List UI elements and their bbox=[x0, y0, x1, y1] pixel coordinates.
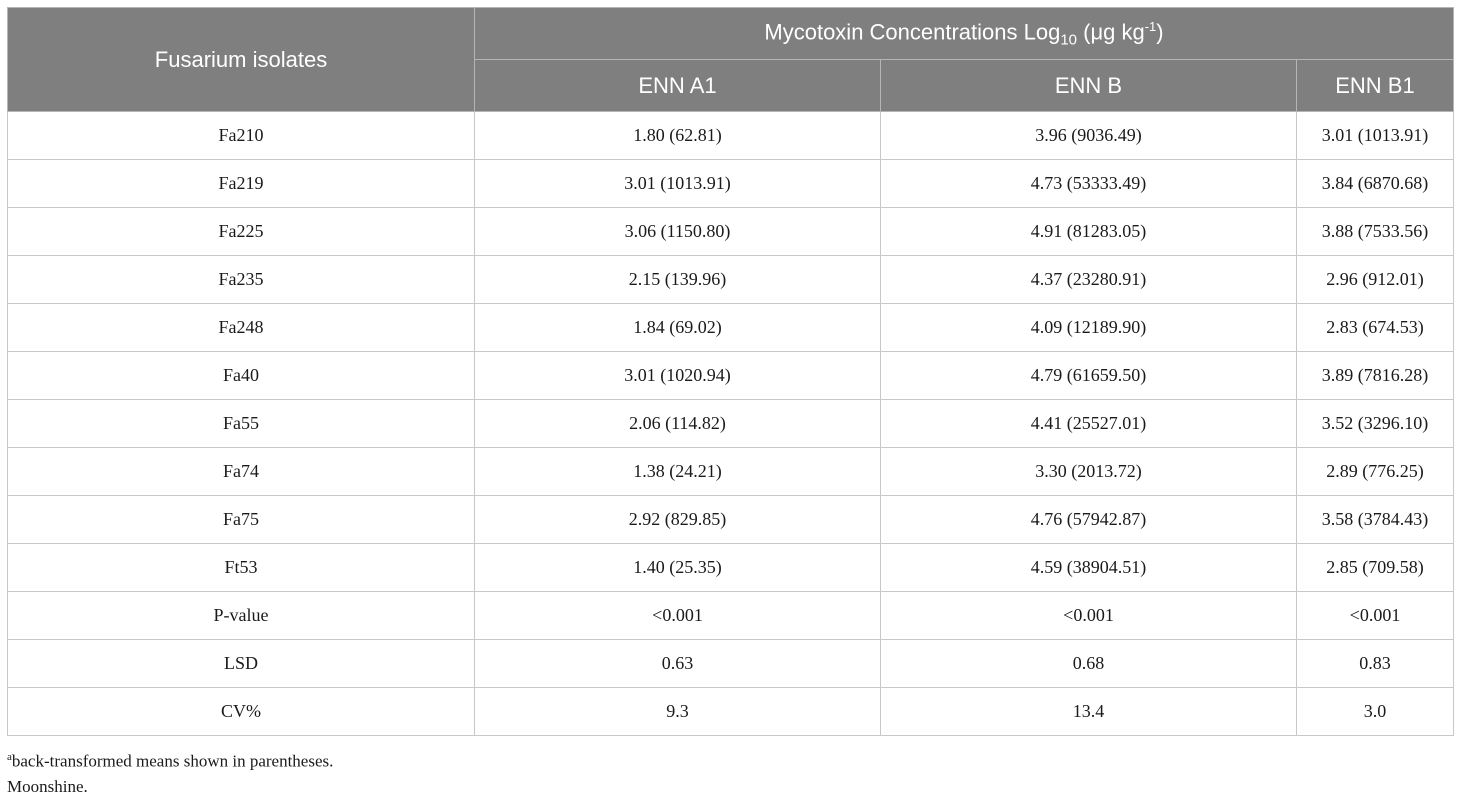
footnote-marker: a bbox=[7, 751, 12, 763]
cell-enn-b1: 3.88 (7533.56) bbox=[1297, 208, 1454, 256]
cell-enn-a1: 1.40 (25.35) bbox=[475, 544, 881, 592]
cell-isolate: CV% bbox=[8, 688, 475, 736]
table-row bbox=[8, 592, 1454, 640]
footnote-text-1: back-transformed means shown in parentheses. bbox=[11, 751, 334, 771]
footnotes bbox=[7, 745, 333, 799]
cell-enn-b: <0.001 bbox=[881, 592, 1297, 640]
cell-enn-b1: 3.52 (3296.10) bbox=[1297, 400, 1454, 448]
header-title-subscript: 10 bbox=[1060, 31, 1078, 49]
header-title-superscript: -1 bbox=[1144, 18, 1157, 34]
cell-enn-b1: 3.58 (3784.43) bbox=[1297, 496, 1454, 544]
cell-enn-b: 4.79 (61659.50) bbox=[881, 352, 1297, 400]
table-row bbox=[8, 160, 1454, 208]
cell-enn-b1: 2.96 (912.01) bbox=[1297, 256, 1454, 304]
cell-enn-b1: 3.01 (1013.91) bbox=[1297, 112, 1454, 160]
cell-enn-b: 4.37 (23280.91) bbox=[881, 256, 1297, 304]
cell-isolate: Fa248 bbox=[8, 304, 475, 352]
footnote-moonshine: Moonshine. bbox=[7, 776, 88, 796]
cell-enn-a1: 2.06 (114.82) bbox=[475, 400, 881, 448]
cell-enn-a1: 0.63 bbox=[475, 640, 881, 688]
cell-isolate: Fa40 bbox=[8, 352, 475, 400]
cell-enn-a1: 1.38 (24.21) bbox=[475, 448, 881, 496]
cell-enn-b1: 2.85 (709.58) bbox=[1297, 544, 1454, 592]
table-row bbox=[8, 496, 1454, 544]
cell-enn-b1: 2.89 (776.25) bbox=[1297, 448, 1454, 496]
cell-enn-b: 13.4 bbox=[881, 688, 1297, 736]
cell-enn-b: 4.76 (57942.87) bbox=[881, 496, 1297, 544]
header-enn-a1: ENN A1 bbox=[475, 60, 881, 112]
cell-enn-b1: 3.0 bbox=[1297, 688, 1454, 736]
footnote-back-transformed bbox=[7, 745, 333, 774]
header-enn-b1: ENN B1 bbox=[1297, 60, 1454, 112]
data-table-container bbox=[7, 7, 1453, 736]
cell-enn-a1: <0.001 bbox=[475, 592, 881, 640]
cell-enn-b: 4.59 (38904.51) bbox=[881, 544, 1297, 592]
cell-enn-a1: 2.15 (139.96) bbox=[475, 256, 881, 304]
table-row bbox=[8, 400, 1454, 448]
header-enn-b: ENN B bbox=[881, 60, 1297, 112]
table-row bbox=[8, 256, 1454, 304]
cell-isolate: Fa55 bbox=[8, 400, 475, 448]
cell-enn-b: 4.41 (25527.01) bbox=[881, 400, 1297, 448]
header-fusarium-isolates: Fusarium isolates bbox=[8, 8, 475, 112]
cell-enn-b1: 2.83 (674.53) bbox=[1297, 304, 1454, 352]
cell-isolate: Fa219 bbox=[8, 160, 475, 208]
cell-enn-b1: 3.89 (7816.28) bbox=[1297, 352, 1454, 400]
cell-enn-a1: 2.92 (829.85) bbox=[475, 496, 881, 544]
table-row bbox=[8, 544, 1454, 592]
table-body bbox=[8, 112, 1454, 736]
table-row bbox=[8, 208, 1454, 256]
cell-enn-a1: 3.01 (1020.94) bbox=[475, 352, 881, 400]
cell-enn-b: 4.91 (81283.05) bbox=[881, 208, 1297, 256]
cell-enn-b1: 3.84 (6870.68) bbox=[1297, 160, 1454, 208]
table-row bbox=[8, 448, 1454, 496]
cell-enn-b1: <0.001 bbox=[1297, 592, 1454, 640]
header-title-unit: (μg kg bbox=[1077, 18, 1145, 44]
cell-enn-a1: 9.3 bbox=[475, 688, 881, 736]
cell-isolate: Fa74 bbox=[8, 448, 475, 496]
cell-isolate: Fa75 bbox=[8, 496, 475, 544]
cell-isolate: Fa225 bbox=[8, 208, 475, 256]
table-row bbox=[8, 640, 1454, 688]
header-title-close: ) bbox=[1156, 18, 1164, 44]
cell-enn-b: 4.09 (12189.90) bbox=[881, 304, 1297, 352]
cell-enn-b1: 0.83 bbox=[1297, 640, 1454, 688]
table-row bbox=[8, 304, 1454, 352]
header-title-prefix: Mycotoxin Concentrations Log bbox=[764, 18, 1061, 44]
cell-enn-b: 4.73 (53333.49) bbox=[881, 160, 1297, 208]
cell-enn-a1: 1.84 (69.02) bbox=[475, 304, 881, 352]
mycotoxin-table bbox=[7, 7, 1454, 736]
cell-isolate: LSD bbox=[8, 640, 475, 688]
cell-enn-a1: 3.06 (1150.80) bbox=[475, 208, 881, 256]
cell-isolate: Ft53 bbox=[8, 544, 475, 592]
cell-enn-b: 3.30 (2013.72) bbox=[881, 448, 1297, 496]
table-row bbox=[8, 112, 1454, 160]
cell-enn-b: 3.96 (9036.49) bbox=[881, 112, 1297, 160]
cell-enn-b: 0.68 bbox=[881, 640, 1297, 688]
cell-isolate: Fa235 bbox=[8, 256, 475, 304]
cell-enn-a1: 1.80 (62.81) bbox=[475, 112, 881, 160]
header-mycotoxin-concentrations bbox=[475, 8, 1454, 60]
cell-isolate: Fa210 bbox=[8, 112, 475, 160]
cell-isolate: P-value bbox=[8, 592, 475, 640]
table-row bbox=[8, 352, 1454, 400]
table-row bbox=[8, 688, 1454, 736]
cell-enn-a1: 3.01 (1013.91) bbox=[475, 160, 881, 208]
